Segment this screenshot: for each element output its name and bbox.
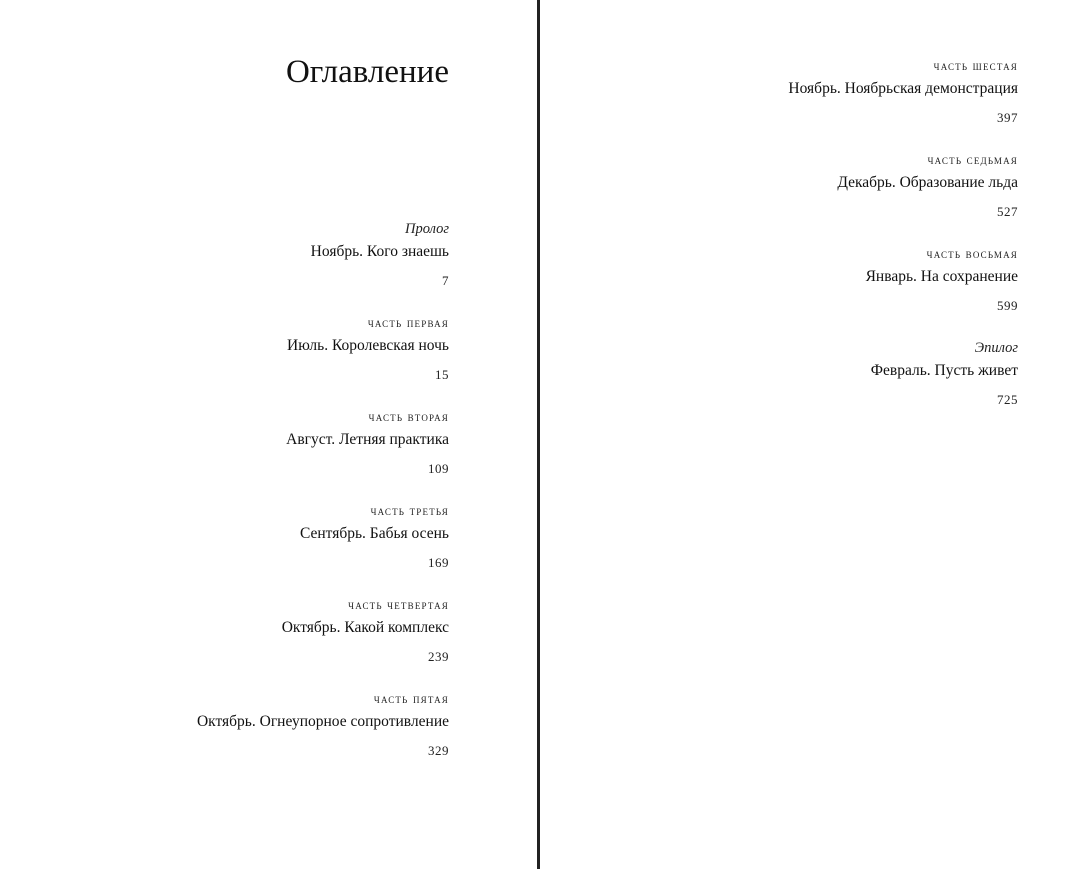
toc-list-right [578, 56, 1018, 432]
entry-title: Сентябрь. Бабья осень [299, 525, 449, 542]
entry-page-number: 239 [428, 649, 449, 664]
entry-page-number: 15 [435, 367, 449, 382]
entry-page-number: 169 [428, 555, 449, 570]
entry-page-number: 329 [428, 743, 449, 758]
entry-page-number: 725 [997, 392, 1018, 407]
toc-entry-part-4[interactable] [9, 595, 449, 689]
entry-part-label: часть четвертая [348, 597, 449, 612]
book-spine-divider [537, 0, 540, 869]
toc-entry-prologue[interactable] [9, 219, 449, 313]
entry-page-number: 527 [997, 204, 1018, 219]
entry-part-label: часть шестая [933, 58, 1018, 73]
toc-entry-part-5[interactable] [9, 689, 449, 783]
entry-part-label: Эпилог [974, 340, 1018, 356]
toc-list-left [9, 219, 449, 783]
entry-page-number: 599 [997, 298, 1018, 313]
entry-part-label: часть седьмая [927, 152, 1018, 167]
entry-title: Декабрь. Образование льда [837, 174, 1018, 191]
entry-part-label: часть восьмая [926, 246, 1018, 261]
page-title: Оглавление [285, 54, 449, 90]
toc-entry-part-1[interactable] [9, 313, 449, 407]
toc-entry-part-7[interactable] [578, 150, 1018, 244]
entry-part-label: часть первая [367, 315, 449, 330]
entry-page-number: 109 [428, 461, 449, 476]
entry-title: Август. Летняя практика [286, 431, 449, 448]
entry-title: Октябрь. Огнеупорное сопротивление [196, 713, 449, 730]
entry-title: Ноябрь. Ноябрьская демонстрация [788, 80, 1018, 97]
entry-part-label: часть пятая [373, 691, 449, 706]
entry-title: Февраль. Пусть живет [870, 362, 1018, 379]
toc-entry-part-6[interactable] [578, 56, 1018, 150]
toc-entry-epilogue[interactable] [578, 338, 1018, 432]
entry-part-label: часть вторая [368, 409, 449, 424]
right-page [541, 0, 1079, 869]
entry-title: Октябрь. Какой комплекс [281, 619, 449, 636]
entry-page-number: 397 [997, 110, 1018, 125]
left-page [0, 0, 537, 869]
toc-entry-part-8[interactable] [578, 244, 1018, 338]
entry-part-label: Пролог [404, 221, 449, 237]
entry-title: Январь. На сохранение [865, 268, 1018, 285]
toc-entry-part-3[interactable] [9, 501, 449, 595]
entry-page-number: 7 [442, 273, 449, 288]
entry-title: Ноябрь. Кого знаешь [310, 243, 449, 260]
entry-title: Июль. Королевская ночь [287, 337, 449, 354]
entry-part-label: часть третья [370, 503, 449, 518]
toc-entry-part-2[interactable] [9, 407, 449, 501]
